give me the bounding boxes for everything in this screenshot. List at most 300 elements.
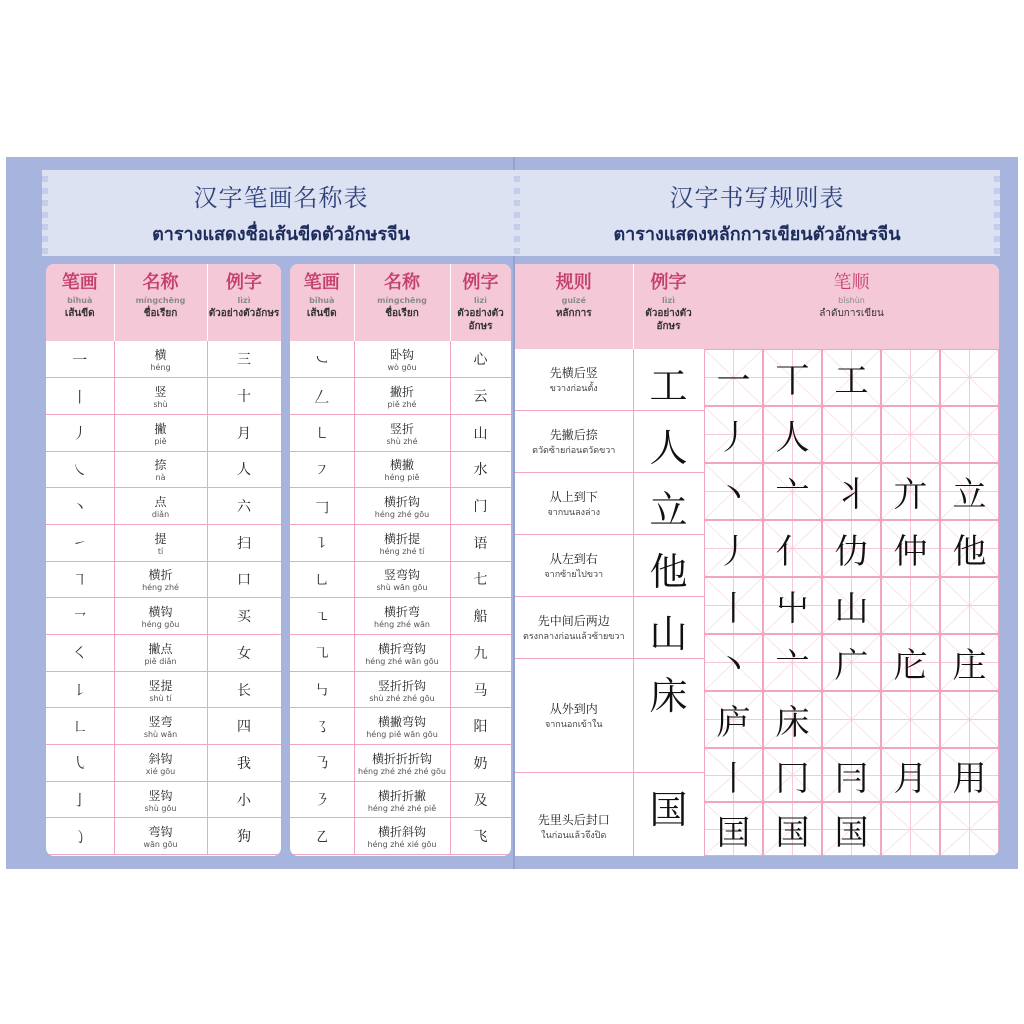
- table-row: [46, 524, 281, 561]
- header-zh: 例字: [650, 272, 687, 293]
- header-py: míngchēng: [377, 296, 427, 305]
- name-cell: [354, 341, 450, 378]
- stroke-step-cell: [763, 406, 822, 463]
- rule-zh: 从左到右: [549, 552, 598, 566]
- header-th: หลักการ: [555, 308, 592, 319]
- table-row: [290, 341, 511, 378]
- example-char: 山: [473, 425, 488, 442]
- header-zh: 笔画: [303, 272, 340, 293]
- example-char: 九: [473, 645, 488, 662]
- stroke-glyph: 丨: [72, 387, 88, 406]
- stroke-order-header-zh: 笔顺: [833, 272, 870, 293]
- table-row: [46, 451, 281, 488]
- example-cell: [450, 598, 511, 635]
- stroke-order-grid: [704, 349, 999, 856]
- stroke-glyph: ㇁: [72, 827, 88, 846]
- example-char: 三: [237, 352, 251, 369]
- rule-example-char: 他: [649, 550, 688, 594]
- name-cell: [354, 671, 450, 708]
- rule-th: ในก่อนแล้วจึงปิด: [541, 831, 607, 841]
- stroke-step-cell: [763, 802, 822, 856]
- stroke-cell: [46, 635, 114, 672]
- table-row: [46, 671, 281, 708]
- stroke-cell: [290, 671, 354, 708]
- stroke-glyph: 𠃌: [314, 497, 330, 516]
- rule-zh: 从外到内: [549, 702, 598, 716]
- stroke-name: 提: [154, 531, 167, 546]
- stroke-cell: [46, 561, 114, 598]
- header-zh: 例字: [462, 272, 499, 293]
- stroke-glyph: ㇗: [72, 717, 88, 736]
- stroke-step-cell: [940, 463, 999, 520]
- stroke-step-char: 他: [952, 532, 987, 572]
- stroke-order-header: [704, 264, 999, 349]
- stroke-cell: [46, 598, 114, 635]
- stroke-pinyin: piě diǎn: [144, 656, 177, 666]
- example-cell: [207, 781, 281, 818]
- stroke-step-char: 丨: [716, 758, 751, 799]
- rule-row: [515, 535, 704, 597]
- stroke-glyph: ㇉: [314, 681, 330, 700]
- example-cell: [207, 341, 281, 378]
- header-zh: 例字: [226, 272, 262, 293]
- stroke-step-cell: [763, 634, 822, 691]
- stroke-name: 撇点: [148, 641, 173, 656]
- table-row: [46, 818, 281, 855]
- stroke-step-char: 亠: [775, 475, 810, 515]
- name-cell: [354, 561, 450, 598]
- name-cell: [114, 818, 207, 855]
- stroke-glyph: ㇏: [72, 460, 88, 479]
- rule-cell: [515, 597, 633, 659]
- header-cell: [633, 264, 704, 349]
- rule-example-cell: [633, 349, 704, 411]
- left-banner: [48, 170, 514, 256]
- stroke-name: 撇: [154, 421, 167, 436]
- table-row: [46, 414, 281, 451]
- name-cell: [114, 708, 207, 745]
- example-char: 长: [237, 682, 251, 699]
- example-cell: [450, 708, 511, 745]
- example-cell: [450, 341, 511, 378]
- stroke-step-char: 国: [775, 812, 810, 853]
- example-char: 女: [237, 645, 251, 662]
- stroke-glyph: ㇖: [72, 607, 88, 626]
- stroke-step-cell: [822, 634, 881, 691]
- table-row: [290, 781, 511, 818]
- stroke-cell: [290, 598, 354, 635]
- stroke-pinyin: héng piě wān gōu: [366, 730, 438, 740]
- stroke-step-cell: [940, 520, 999, 577]
- stroke-name: 卧钩: [389, 348, 414, 363]
- example-cell: [450, 818, 511, 855]
- stroke-step-char: 一: [716, 361, 751, 401]
- rule-example-char: 床: [649, 674, 688, 718]
- stroke-step-char: 丨: [716, 589, 751, 629]
- right-banner: [520, 170, 994, 256]
- stroke-pinyin: xié gōu: [145, 766, 176, 776]
- header-py: bǐhuà: [309, 296, 335, 305]
- stroke-glyph: 丿: [72, 424, 88, 443]
- name-cell: [114, 671, 207, 708]
- name-cell: [354, 818, 450, 855]
- stroke-pinyin: héng zhé zhé piě: [367, 803, 437, 813]
- rule-example-cell: [633, 773, 704, 857]
- rule-cell: [515, 349, 633, 411]
- rule-cell: [515, 411, 633, 473]
- rule-example-cell: [633, 473, 704, 535]
- table-row: [46, 341, 281, 378]
- stroke-name: 竖钩: [148, 788, 173, 803]
- stroke-step-char: 庐: [716, 703, 751, 743]
- stroke-step-cell: [822, 463, 881, 520]
- stroke-step-char: 丿: [716, 418, 751, 458]
- table-row: [46, 708, 281, 745]
- stroke-step-char: 丶: [716, 475, 751, 515]
- stroke-cell: [46, 378, 114, 415]
- stroke-step-cell: [881, 802, 940, 856]
- table-row: [46, 488, 281, 525]
- stroke-pinyin: héng zhé gōu: [374, 510, 430, 520]
- rule-zh: 先横后竖: [549, 366, 598, 380]
- stroke-step-cell: [881, 748, 940, 802]
- stroke-cell: [46, 671, 114, 708]
- stroke-step-cell: [763, 463, 822, 520]
- header-th: เส้นขีด: [306, 308, 337, 319]
- stroke-step-char: 国: [834, 812, 869, 853]
- rule-cell: [515, 473, 633, 535]
- name-cell: [354, 378, 450, 415]
- stroke-step-cell: [881, 577, 940, 634]
- stroke-glyph: 亅: [72, 791, 88, 810]
- example-cell: [207, 671, 281, 708]
- header-py: lìzì: [474, 296, 487, 305]
- example-char: 我: [237, 755, 251, 772]
- stroke-glyph: ㇍: [314, 607, 330, 626]
- stroke-step-cell: [763, 520, 822, 577]
- stroke-pinyin: wò gōu: [387, 363, 417, 373]
- stroke-cell: [46, 745, 114, 782]
- name-cell: [354, 598, 450, 635]
- stroke-step-cell: [763, 349, 822, 406]
- example-char: 狗: [237, 829, 251, 846]
- stroke-step-cell: [822, 406, 881, 463]
- header-cell: [450, 264, 511, 341]
- header-zh: 名称: [142, 272, 179, 293]
- example-char: 四: [237, 719, 251, 736]
- stroke-cell: [290, 708, 354, 745]
- stroke-cell: [290, 341, 354, 378]
- stroke-step-char: 立: [952, 475, 987, 515]
- stroke-name: 横钩: [148, 605, 173, 620]
- stroke-step-cell: [940, 406, 999, 463]
- stroke-step-cell: [881, 634, 940, 691]
- example-cell: [207, 378, 281, 415]
- example-char: 买: [237, 609, 251, 626]
- stroke-cell: [290, 488, 354, 525]
- header-cell: [354, 264, 450, 341]
- stroke-table-2: [290, 264, 511, 856]
- example-char: 水: [473, 462, 488, 479]
- stroke-name: 横撇: [389, 458, 414, 473]
- stroke-name: 横撇弯钩: [377, 715, 426, 730]
- rule-zh: 先里头后封口: [537, 813, 610, 827]
- stroke-step-char: 仂: [834, 532, 869, 572]
- example-char: 语: [473, 535, 488, 552]
- name-cell: [354, 781, 450, 818]
- stroke-pinyin: héng piě: [384, 473, 420, 483]
- example-char: 飞: [473, 829, 488, 846]
- table-row: [290, 378, 511, 415]
- header-py: lìzì: [237, 296, 251, 305]
- stroke-glyph: ㇃: [314, 350, 330, 369]
- stroke-glyph: ㇈: [314, 644, 330, 663]
- left-title-zh: 汉字笔画名称表: [193, 184, 369, 212]
- example-char: 月: [237, 425, 251, 442]
- rule-th: ตวัดซ้ายก่อนตวัดขวา: [532, 446, 616, 456]
- example-cell: [450, 524, 511, 561]
- stroke-step-cell: [940, 577, 999, 634]
- stroke-name: 横折弯: [383, 605, 420, 620]
- table-row: [46, 378, 281, 415]
- example-char: 六: [237, 499, 251, 516]
- stroke-glyph: ㇕: [72, 570, 88, 589]
- example-char: 门: [473, 499, 488, 516]
- table-row: [46, 598, 281, 635]
- stroke-cell: [290, 414, 354, 451]
- name-cell: [114, 378, 207, 415]
- table-row: [46, 561, 281, 598]
- right-title-zh: 汉字书写规则表: [669, 184, 845, 212]
- rule-th: ตรงกลางก่อนแล้วซ้ายขวา: [522, 632, 625, 642]
- stroke-name: 弯钩: [148, 825, 173, 840]
- stroke-step-cell: [704, 349, 763, 406]
- stroke-pinyin: héng zhé tí: [379, 546, 425, 556]
- stroke-glyph: ㇇: [314, 460, 330, 479]
- stroke-name: 横折钩: [383, 495, 420, 510]
- example-cell: [450, 451, 511, 488]
- table-row: [46, 781, 281, 818]
- example-char: 十: [237, 389, 251, 406]
- stroke-step-cell: [881, 520, 940, 577]
- stroke-pinyin: nà: [155, 473, 166, 483]
- stroke-glyph: ㇟: [314, 570, 330, 589]
- header-th: ชื่อเรียก: [143, 308, 178, 319]
- stroke-name: 竖提: [148, 678, 173, 693]
- stroke-pinyin: shù gōu: [144, 803, 177, 813]
- stroke-step-char: 冃: [834, 758, 869, 799]
- left-title-th: ตารางแสดงชื่อเส้นขีดตัวอักษรจีน: [152, 224, 410, 245]
- stroke-glyph: ㇂: [72, 754, 88, 773]
- name-cell: [354, 488, 450, 525]
- rule-th: จากนอกเข้าใน: [544, 720, 603, 730]
- header-zh: 规则: [555, 272, 592, 293]
- stroke-glyph: ㇙: [72, 681, 88, 700]
- stroke-glyph: 一: [72, 350, 88, 369]
- name-cell: [354, 451, 450, 488]
- example-cell: [207, 745, 281, 782]
- stroke-step-char: 亣: [893, 475, 928, 515]
- stroke-step-cell: [704, 691, 763, 748]
- stroke-cell: [46, 488, 114, 525]
- stroke-cell: [46, 451, 114, 488]
- rule-example-cell: [633, 535, 704, 597]
- example-cell: [450, 561, 511, 598]
- example-cell: [450, 414, 511, 451]
- example-char: 小: [237, 792, 251, 809]
- stroke-step-cell: [881, 349, 940, 406]
- example-char: 扫: [237, 535, 251, 552]
- header-th: ตัวอย่างตัวอักษร: [645, 308, 692, 332]
- table-row: [290, 524, 511, 561]
- stroke-step-cell: [763, 577, 822, 634]
- name-cell: [114, 488, 207, 525]
- example-char: 心: [473, 352, 488, 369]
- example-cell: [207, 635, 281, 672]
- stroke-step-char: 丿: [716, 532, 751, 572]
- rule-example-cell: [633, 659, 704, 773]
- stroke-step-cell: [940, 691, 999, 748]
- stroke-step-cell: [704, 463, 763, 520]
- stroke-name: 斜钩: [148, 751, 173, 766]
- stroke-step-cell: [704, 520, 763, 577]
- stroke-step-char: 丶: [716, 646, 751, 686]
- header-py: guīzé: [561, 296, 586, 305]
- table-row: [290, 635, 511, 672]
- stroke-name: 横折折折钩: [371, 751, 432, 766]
- stroke-pinyin: wān gōu: [143, 840, 178, 850]
- table-row: [290, 598, 511, 635]
- stroke-pinyin: piě: [154, 436, 167, 446]
- name-cell: [114, 635, 207, 672]
- stroke-step-char: 庄: [952, 646, 987, 686]
- name-cell: [114, 451, 207, 488]
- stroke-order-header-py: bǐshùn: [838, 296, 865, 305]
- stroke-cell: [46, 524, 114, 561]
- table-row: [46, 635, 281, 672]
- stroke-pinyin: shù tí: [149, 693, 172, 703]
- table-row: [290, 488, 511, 525]
- name-cell: [354, 745, 450, 782]
- header-zh: 笔画: [61, 272, 98, 293]
- stroke-cell: [46, 341, 114, 378]
- stroke-glyph: 丶: [72, 497, 88, 516]
- rule-th: ขวางก่อนตั้ง: [549, 384, 598, 394]
- name-cell: [114, 561, 207, 598]
- header-th: เส้นขีด: [64, 308, 95, 319]
- example-cell: [207, 561, 281, 598]
- table-row: [290, 671, 511, 708]
- name-cell: [114, 341, 207, 378]
- example-cell: [450, 745, 511, 782]
- stroke-name: 撇折: [389, 385, 414, 400]
- example-cell: [450, 378, 511, 415]
- name-cell: [114, 745, 207, 782]
- stroke-step-char: 囯: [716, 812, 751, 853]
- stroke-name: 竖: [154, 385, 167, 400]
- table-row: [290, 451, 511, 488]
- stroke-glyph: ㇠: [314, 827, 330, 846]
- stroke-step-cell: [704, 634, 763, 691]
- stroke-cell: [46, 818, 114, 855]
- rule-example-char: 国: [649, 788, 688, 832]
- stroke-name: 横折斜钩: [377, 825, 426, 840]
- example-cell: [207, 414, 281, 451]
- stroke-glyph: ㇛: [72, 644, 88, 663]
- header-py: lìzì: [662, 296, 675, 305]
- stroke-pinyin: héng zhé xié gōu: [367, 840, 437, 850]
- stroke-step-cell: [822, 577, 881, 634]
- stroke-name: 竖弯钩: [383, 568, 420, 583]
- header-cell: [290, 264, 354, 341]
- stroke-pinyin: héng: [150, 363, 171, 373]
- stroke-pinyin: shù zhé: [386, 436, 418, 446]
- stroke-pinyin: piě zhé: [387, 400, 417, 410]
- rule-example-char: 立: [649, 488, 688, 532]
- stroke-step-char: 用: [952, 758, 987, 799]
- name-cell: [354, 635, 450, 672]
- rule-row: [515, 411, 704, 473]
- rule-example-cell: [633, 411, 704, 473]
- stroke-step-cell: [881, 691, 940, 748]
- table-row: [290, 561, 511, 598]
- stroke-step-cell: [704, 802, 763, 856]
- stroke-cell: [290, 561, 354, 598]
- stroke-step-char: 人: [775, 418, 810, 458]
- table-row: [290, 414, 511, 451]
- header-py: míngchēng: [135, 296, 186, 305]
- header-py: bǐhuà: [67, 296, 93, 305]
- name-cell: [114, 781, 207, 818]
- example-cell: [207, 488, 281, 525]
- stroke-glyph: ㇊: [314, 534, 330, 553]
- stroke-name: 横折提: [383, 531, 420, 546]
- rule-zh: 从上到下: [549, 490, 598, 504]
- stroke-step-char: 仲: [893, 532, 928, 572]
- stroke-pinyin: shù zhé zhé gōu: [369, 693, 435, 703]
- example-cell: [207, 708, 281, 745]
- stroke-step-cell: [940, 634, 999, 691]
- rule-zh: 先中间后两边: [537, 614, 610, 628]
- stroke-pinyin: shù: [153, 400, 168, 410]
- stroke-pinyin: héng zhé wān: [374, 620, 430, 630]
- stroke-step-cell: [822, 691, 881, 748]
- stroke-cell: [290, 745, 354, 782]
- stroke-cell: [290, 635, 354, 672]
- right-title-th: ตารางแสดงหลักการเขียนตัวอักษรจีน: [613, 224, 901, 245]
- example-cell: [207, 818, 281, 855]
- stroke-cell: [290, 524, 354, 561]
- stroke-order-header-th: ลำดับการเขียน: [819, 308, 884, 319]
- rule-th: จากซ้ายไปขวา: [544, 570, 604, 580]
- stroke-glyph: ㇡: [314, 754, 330, 773]
- stroke-name: 横折: [148, 568, 173, 583]
- stroke-cell: [46, 708, 114, 745]
- stroke-step-cell: [881, 463, 940, 520]
- stroke-step-cell: [940, 802, 999, 856]
- stroke-cell: [290, 451, 354, 488]
- example-cell: [450, 671, 511, 708]
- rule-example-char: 人: [649, 426, 688, 470]
- stroke-step-cell: [822, 748, 881, 802]
- header-th: ชื่อเรียก: [385, 308, 419, 319]
- rule-row: [515, 597, 704, 659]
- name-cell: [354, 524, 450, 561]
- rule-cell: [515, 659, 633, 773]
- name-cell: [354, 414, 450, 451]
- header-cell: [207, 264, 281, 341]
- name-cell: [114, 414, 207, 451]
